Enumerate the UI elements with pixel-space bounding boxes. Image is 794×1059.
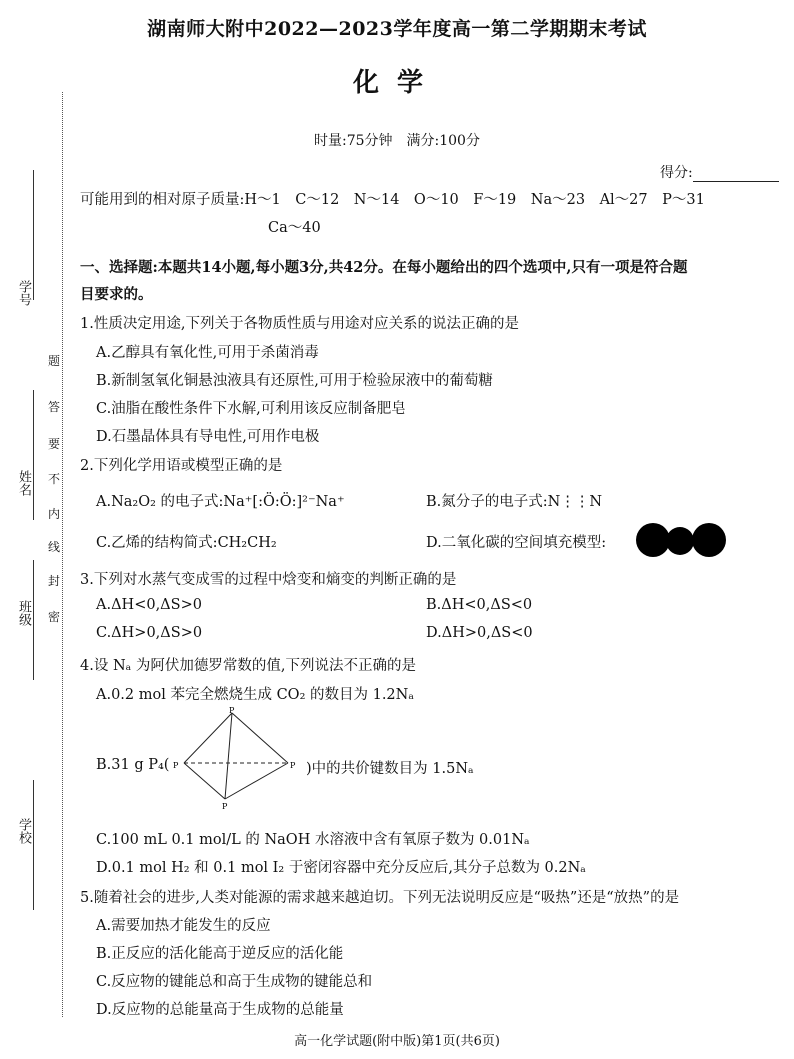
p-atom-label: P: [173, 761, 179, 770]
q5-option-d: D.反应物的总能量高于生成物的总能量: [96, 1002, 344, 1018]
q5-option-a: A.需要加热才能发生的反应: [96, 918, 271, 934]
page-footer: 高一化学试题(附中版)第1页(共6页): [294, 1034, 500, 1049]
q1-stem: 1.性质决定用途,下列关于各物质性质与用途对应关系的说法正确的是: [80, 316, 519, 332]
q4-stem: 4.设 Nₐ 为阿伏加德罗常数的值,下列说法不正确的是: [80, 658, 416, 674]
oxygen-atom: [636, 523, 670, 557]
seal-char: 题: [48, 354, 61, 368]
q4-option-b-suffix: )中的共价键数目为 1.5Nₐ: [306, 761, 474, 777]
seal-char: 密: [48, 610, 61, 624]
q2-option-b: B.氮分子的电子式:N⋮⋮N: [426, 494, 603, 510]
p-atom-label: P: [229, 707, 235, 715]
q1-option-a: A.乙醇具有氧化性,可用于杀菌消毒: [96, 345, 319, 361]
score-label: 得分:: [660, 165, 693, 181]
q1-option-d: D.石墨晶体具有导电性,可用作电极: [96, 429, 320, 445]
student-id-line: [33, 170, 34, 300]
atomic-masses-line1: 可能用到的相对原子质量:H～1 C～12 N～14 O～10 F～19 Na～23 Al～27 P～31: [80, 192, 705, 208]
seal-char: 线: [48, 540, 61, 554]
q3-stem: 3.下列对水蒸气变成雪的过程中焓变和熵变的判断正确的是: [80, 572, 457, 588]
exam-title: 湖南师大附中2022—2023学年度高一第二学期期末考试: [147, 18, 647, 40]
seal-char: 内: [48, 507, 61, 521]
q1-option-b: B.新制氢氧化铜悬浊液具有还原性,可用于检验尿液中的葡萄糖: [96, 373, 493, 389]
q2-option-c: C.乙烯的结构简式:CH₂CH₂: [96, 535, 277, 551]
name-label: 姓名: [16, 470, 31, 496]
q1-option-c: C.油脂在酸性条件下水解,可利用该反应制备肥皂: [96, 401, 406, 417]
time-score-info: 时量:75分钟 满分:100分: [314, 133, 480, 149]
section-heading-line2: 目要求的。: [80, 286, 153, 303]
carbon-atom: [666, 527, 694, 555]
q3-option-b: B.ΔH<0,ΔS<0: [426, 597, 533, 613]
q4-option-b-prefix: B.31 g P₄(: [96, 757, 170, 773]
seal-line: [62, 92, 63, 1017]
class-label: 班级: [16, 600, 31, 626]
class-line: [33, 560, 34, 680]
seal-char: 答: [48, 400, 61, 414]
oxygen-atom: [692, 523, 726, 557]
p-atom-label: P: [290, 761, 296, 770]
q4-option-d: D.0.1 mol H₂ 和 0.1 mol I₂ 于密闭容器中充分反应后,其分子总数为 0.2Nₐ: [96, 860, 586, 876]
q5-stem: 5.随着社会的进步,人类对能源的需求越来越迫切。下列无法说明反应是“吸热”还是“放热”的是: [80, 890, 680, 906]
section-heading-line1: 一、选择题:本题共14小题,每小题3分,共42分。在每小题给出的四个选项中,只有一项是符合题: [80, 259, 688, 276]
score-field: [660, 162, 779, 182]
subject-title: 化学: [352, 68, 441, 98]
p-atom-label: P: [222, 802, 228, 811]
atomic-masses-line2: Ca～40: [268, 220, 321, 236]
q3-option-d: D.ΔH>0,ΔS<0: [426, 625, 533, 641]
q5-option-b: B.正反应的活化能高于逆反应的活化能: [96, 946, 344, 962]
seal-char: 要: [48, 437, 61, 451]
score-blank[interactable]: [693, 167, 779, 182]
q4-option-a: A.0.2 mol 苯完全燃烧生成 CO₂ 的数目为 1.2Nₐ: [96, 687, 414, 703]
name-line: [33, 390, 34, 520]
q3-option-c: C.ΔH>0,ΔS>0: [96, 625, 203, 641]
q2-option-d: D.二氧化碳的空间填充模型:: [426, 535, 607, 551]
q5-option-c: C.反应物的键能总和高于生成物的键能总和: [96, 974, 373, 990]
seal-char: 不: [48, 472, 61, 486]
seal-char: 封: [48, 574, 61, 588]
q2-stem: 2.下列化学用语或模型正确的是: [80, 458, 283, 474]
p4-tetrahedron-diagram: [170, 707, 310, 813]
q2-option-a: A.Na₂O₂ 的电子式:Na⁺[:Ö:Ö:]²⁻Na⁺: [96, 494, 345, 510]
q4-option-c: C.100 mL 0.1 mol/L 的 NaOH 水溶液中含有氧原子数为 0.01Nₐ: [96, 832, 530, 848]
student-id-label: 学号: [16, 280, 31, 306]
school-line: [33, 780, 34, 910]
q3-option-a: A.ΔH<0,ΔS>0: [96, 597, 202, 613]
school-label: 学校: [16, 818, 31, 844]
